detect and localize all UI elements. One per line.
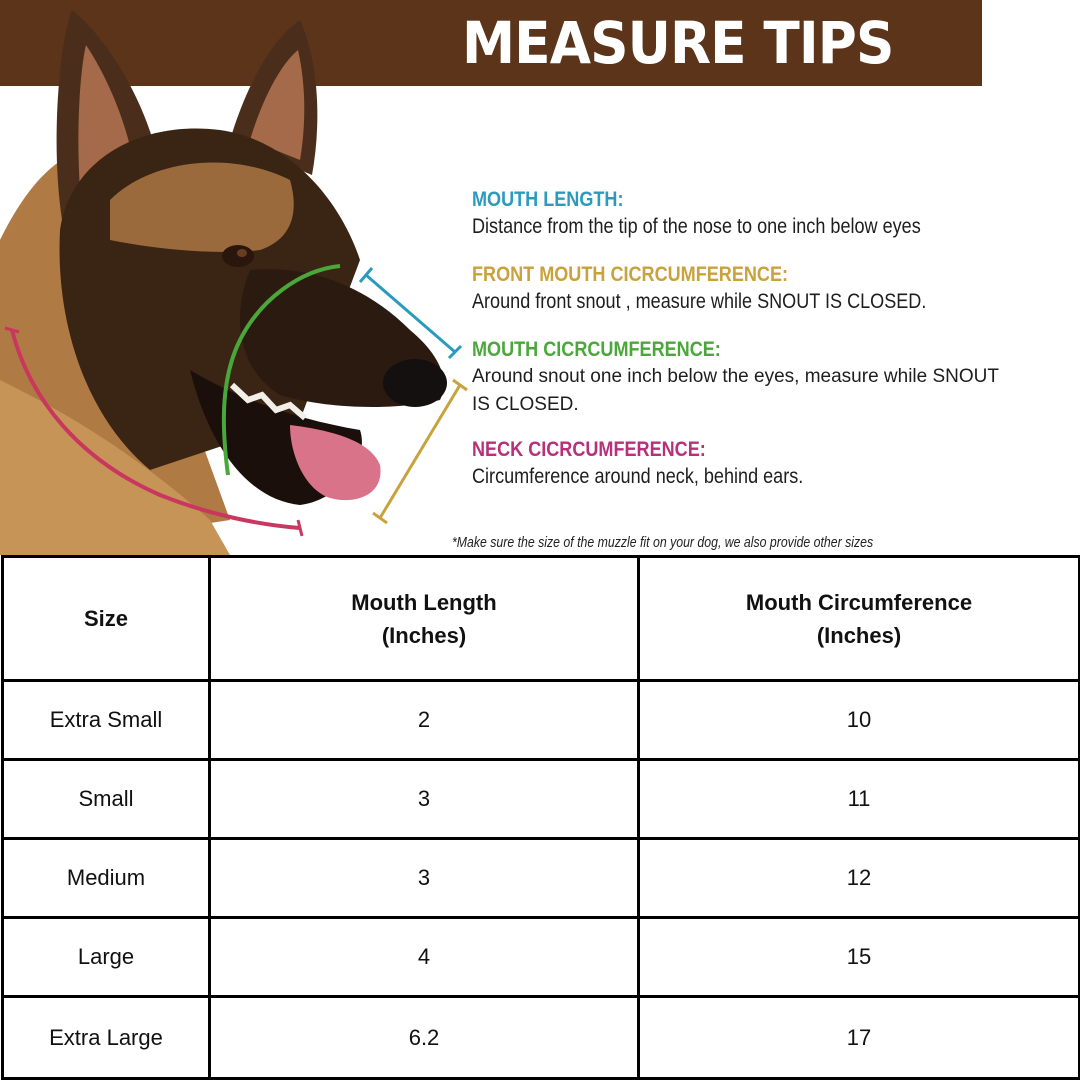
cell-mouth-circumference: 17 (639, 997, 1080, 1079)
table-row (3, 997, 1080, 1079)
cell-mouth-length: 4 (210, 918, 639, 997)
cell-size: Large (3, 918, 210, 997)
cell-size: Small (3, 760, 210, 839)
table-row (3, 839, 1080, 918)
header-mouth-circumference (639, 557, 1080, 681)
header-size: Size (3, 557, 210, 681)
table-row (3, 760, 1080, 839)
dog-eye (222, 245, 254, 267)
table-row (3, 918, 1080, 997)
tip-neck-circumference (472, 437, 1032, 491)
cell-size: Extra Small (3, 681, 210, 760)
page-title: MEASURE TIPS (462, 9, 894, 77)
header-mouth-length-unit: (Inches) (381, 622, 467, 648)
tip-heading: FRONT MOUTH CICRCUMFERENCE: (472, 263, 789, 286)
cell-mouth-circumference: 10 (639, 681, 1080, 760)
tip-mouth-circumference (472, 337, 1032, 419)
dog-nose (383, 359, 447, 407)
header-mouth-circumference-unit: (Inches) (816, 622, 902, 648)
tip-body: Distance from the tip of the nose to one inch below eyes (472, 215, 921, 238)
tip-heading: MOUTH CICRCUMFERENCE: (472, 338, 721, 361)
header-mouth-circumference-label: Mouth Circumference (745, 589, 973, 615)
cell-size: Extra Large (3, 997, 210, 1079)
sizing-footnote: *Make sure the size of the muzzle fit on your dog, we also provide other sizes (452, 534, 874, 551)
tip-body: Around snout one inch below the eyes, measure while SNOUT IS CLOSED. (472, 366, 999, 415)
dog-photo-illustration (0, 0, 470, 555)
cell-mouth-length: 6.2 (210, 997, 639, 1079)
tip-heading: NECK CICRCUMFERENCE: (472, 438, 706, 461)
cell-mouth-circumference: 12 (639, 839, 1080, 918)
cell-size: Medium (3, 839, 210, 918)
cell-mouth-length: 3 (210, 839, 639, 918)
size-chart-table (1, 555, 1080, 1080)
tip-body: Circumference around neck, behind ears. (472, 465, 804, 488)
header-mouth-length-label: Mouth Length (351, 589, 497, 615)
cell-mouth-length: 3 (210, 760, 639, 839)
tip-body: Around front snout , measure while SNOUT IS CLOSED. (472, 290, 927, 313)
cell-mouth-circumference: 11 (639, 760, 1080, 839)
cell-mouth-length: 2 (210, 681, 639, 760)
table-header-row (3, 557, 1080, 681)
cell-mouth-circumference: 15 (639, 918, 1080, 997)
tip-front-mouth-circumference (472, 262, 1032, 316)
table-row (3, 681, 1080, 760)
tip-heading: MOUTH LENGTH: (472, 188, 624, 211)
tip-mouth-length (472, 187, 1032, 241)
header-mouth-length (210, 557, 639, 681)
